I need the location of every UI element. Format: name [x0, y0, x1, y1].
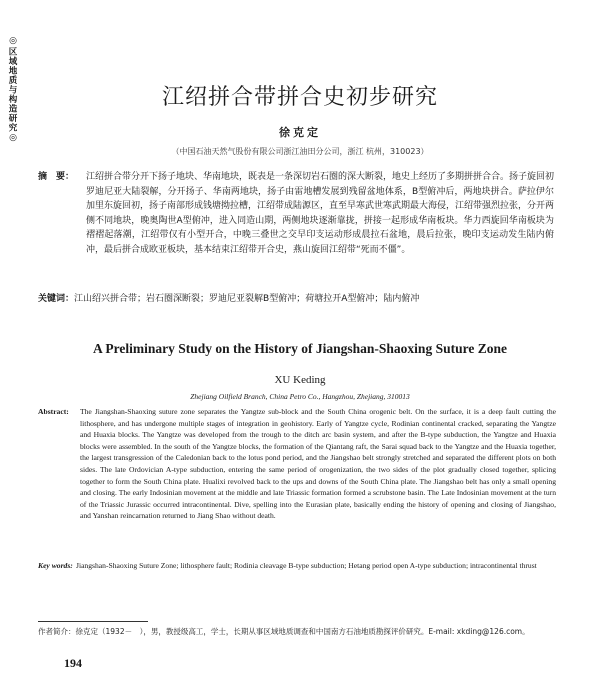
page-number: 194	[64, 656, 82, 670]
chinese-affiliation: （中国石油天然气股份有限公司浙江油田分公司，浙江 杭州，310023）	[171, 147, 429, 156]
english-affiliation: Zhejiang Oilfield Branch, China Petro Co., Hangzhou, Zhejiang, 310013	[190, 392, 410, 401]
side-section-text: 区域地质与构造研究	[7, 47, 17, 133]
chinese-abstract-text: 江绍拼合带分开下扬子地块、华南地块，既表是一条深切岩石圈的深大断裂，地史上经历了多期拼拼合合。扬子旋回初罗迪尼亚大陆裂解，分开扬子、华南两地块，扬子由雷地槽发展到残留盆地体系，B型俯冲后，两地块拼合。萨拉伊尔加里东旋回初，扬子南部形成钱塘拗拉槽，江绍带成陆源区，直至早寒武世寒武期最大海侵，江绍带强烈拉张，分开两侧不同地块，晚奥陶世A型俯冲，进入同造山期，两侧地块逐渐靠拢，拼接一起形成华南板块。华力西旋回华南板块为褶褶起落潮，江绍带仅有小型开合，中晚三叠世之交早印支运动形成晨拉石盆地，晨后拉张，晚印支运动发生陆内俯冲，最后拼合成欧亚板块，基本结束江绍带开合史，燕山旋回江绍带“死而不僵”。	[86, 172, 555, 255]
english-keywords-text: Jiangshan-Shaoxing Suture Zone; lithosphere fault; Rodinia cleavage B-type subduction; Hetang period open A-type subduction; intracontinental thrust	[76, 561, 537, 570]
side-symbol: ◎	[9, 36, 17, 46]
author-footnote: 作者简介：徐克定（1932－ ），男，教授级高工，学士，长期从事区域地质调查和中国南方石油地质勘探评价研究。E-mail: xkding@126.com。	[38, 627, 530, 636]
english-author: XU Keding	[274, 374, 326, 386]
english-keywords	[38, 560, 556, 572]
english-keywords-label: Key words:	[38, 561, 73, 570]
chinese-keywords-text: 江山绍兴拼合带；岩石圈深断裂；罗迪尼亚裂解B型俯冲；荷塘拉开A型俯冲；陆内俯冲	[74, 294, 420, 304]
english-title: A Preliminary Study on the History of Jiangshan-Shaoxing Suture Zone	[93, 341, 507, 356]
side-symbol-bottom: ◎	[9, 132, 17, 143]
chinese-abstract	[38, 170, 554, 258]
chinese-keywords-label: 关键词：	[38, 294, 75, 304]
chinese-abstract-label: 摘 要：	[38, 172, 75, 182]
footnote-divider	[38, 621, 148, 622]
english-abstract	[38, 406, 556, 522]
chinese-keywords	[38, 292, 554, 306]
chinese-title: 江绍拼合带拼合史初步研究	[161, 85, 438, 110]
chinese-author: 徐克定	[279, 126, 321, 139]
english-abstract-label: Abstract:	[38, 407, 69, 416]
english-abstract-text: The Jiangshan-Shaoxing suture zone separates the Yangtze sub-block and the South China orogenic belt. On the surface, it is a deep fault cutting the lithosphere, and has undergone multiple stages of integration in geohistory. Early of Yangtze cycle, Rodinian continental cracked, separating the Yangtze and Huaxia blocks. The Yangtze was developed from the trough to the ditch arc basin system, and after the B-type subduction, the Yangtze and Huaxia blocks were assembled. In the south of the Yangtze blocks, the formation of the Qiantang raft, the Sarai squad back to the Yangtze and the Huaxia together, the largest transgression of the Caledonian back to the lotus pond period, and the Jiangshao belt strongly stretched and separated the different plots on both sides. The late Ordovician A-type subduction, entering the same period of orogenization, the two sides of the plot gradually closed together, splicing together to form the South China plate. Hualixi revolved back to the ups and downs of the South China plate. The Jiangshao belt has only a small opening and closing. The early Indosinian movement at the middle and late Triassic formation formed a scrubstone basin. The Late Indosinian movement at the turn of the Triassic Jurassic occurred intracontinental. Dive, spelling into the Eurasian plate, basically ending the history of opening and closing of Jiangshao, and Yanshan reincarnation returned to Jiang Shao without death.	[80, 407, 556, 521]
